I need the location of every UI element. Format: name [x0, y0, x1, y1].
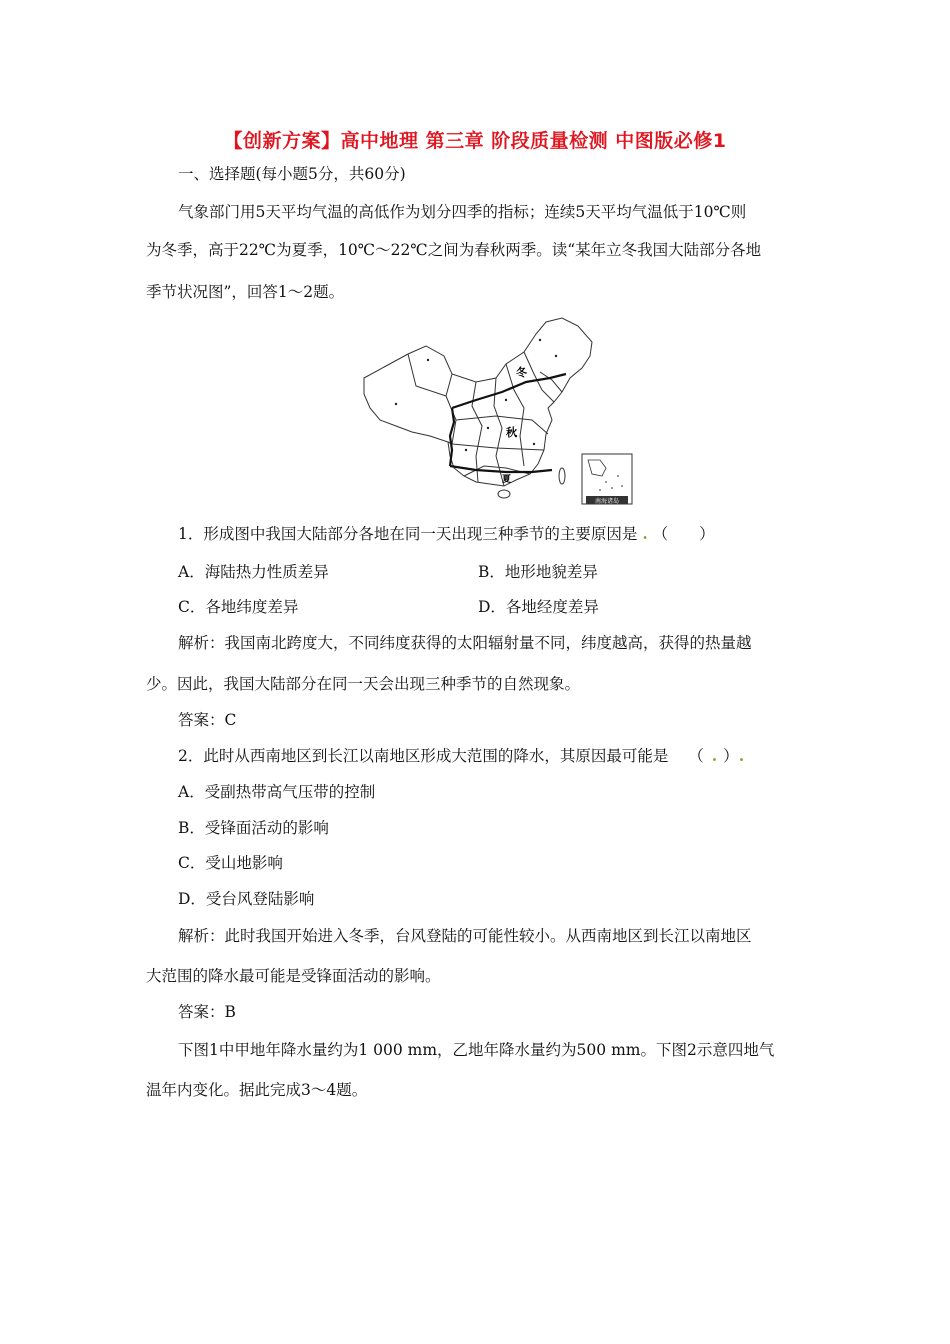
intro-line-2: 为冬季，高于22℃为夏季，10℃～22℃之间为春秋两季。读“某年立冬我国大陆部分各地: [146, 241, 762, 259]
q2-option-c: C．受山地影响: [178, 854, 283, 872]
q1-stem: 1．形成图中我国大陆部分各地在同一天出现三种季节的主要原因是: [178, 525, 638, 543]
q2-option-d: D．受台风登陆影响: [178, 890, 315, 908]
q2-bracket-close: ）: [723, 747, 739, 765]
q2-dot: .: [711, 746, 718, 765]
q1-option-d: D．各地经度差异: [478, 598, 599, 616]
q1-analysis-1: 解析：我国南北跨度大，不同纬度获得的太阳辐射量不同，纬度越高，获得的热量越: [178, 634, 752, 652]
q2-answer: 答案：B: [178, 1003, 236, 1021]
q2-option-a: A．受副热带高气压带的控制: [178, 783, 376, 801]
q1-stem-line: [178, 524, 715, 544]
q2-stem: 2．此时从西南地区到长江以南地区形成大范围的降水，其原因最可能是: [178, 747, 669, 765]
label-summer: 夏: [502, 475, 512, 485]
next-intro-1: 下图1中甲地年降水量约为1 000 mm，乙地年降水量约为500 mm。下图2示意四地气: [178, 1041, 775, 1059]
intro-line-1: 气象部门用5天平均气温的高低作为划分四季的指标；连续5天平均气温低于10℃则: [178, 203, 747, 221]
q2-analysis-2: 大范围的降水最可能是受锋面活动的影响。: [146, 967, 441, 985]
q2-option-b: B．受锋面活动的影响: [178, 819, 329, 837]
q1-option-b: B．地形地貌差异: [478, 563, 598, 581]
q1-bracket: （ ）: [652, 525, 715, 543]
q2-analysis-1: 解析：此时我国开始进入冬季，台风登陆的可能性较小。从西南地区到长江以南地区: [178, 927, 752, 945]
q1-answer: 答案：C: [178, 711, 237, 729]
label-winter: 冬: [516, 366, 527, 379]
intro-line-3: 季节状况图”，回答1～2题。: [146, 283, 345, 301]
label-autumn: 秋: [506, 426, 517, 439]
page-title: 【创新方案】高中地理 第三章 阶段质量检测 中图版必修1: [223, 130, 727, 152]
map-drawing: [356, 316, 636, 506]
q2-dot-end: .: [738, 746, 745, 765]
next-intro-2: 温年内变化。据此完成3～4题。: [146, 1081, 368, 1099]
q1-dot: .: [642, 524, 648, 543]
q2-bracket-open: （: [688, 747, 704, 765]
section-heading: 一、选择题(每小题5分，共60分): [178, 165, 406, 183]
q2-stem-line: [178, 746, 744, 766]
q1-analysis-2: 少。因此，我国大陆部分在同一天会出现三种季节的自然现象。: [146, 675, 581, 693]
q1-option-a: A．海陆热力性质差异: [178, 563, 329, 581]
q1-option-c: C．各地纬度差异: [178, 598, 299, 616]
inset-label: 南海诸岛: [594, 498, 620, 505]
china-season-map: [356, 316, 636, 506]
